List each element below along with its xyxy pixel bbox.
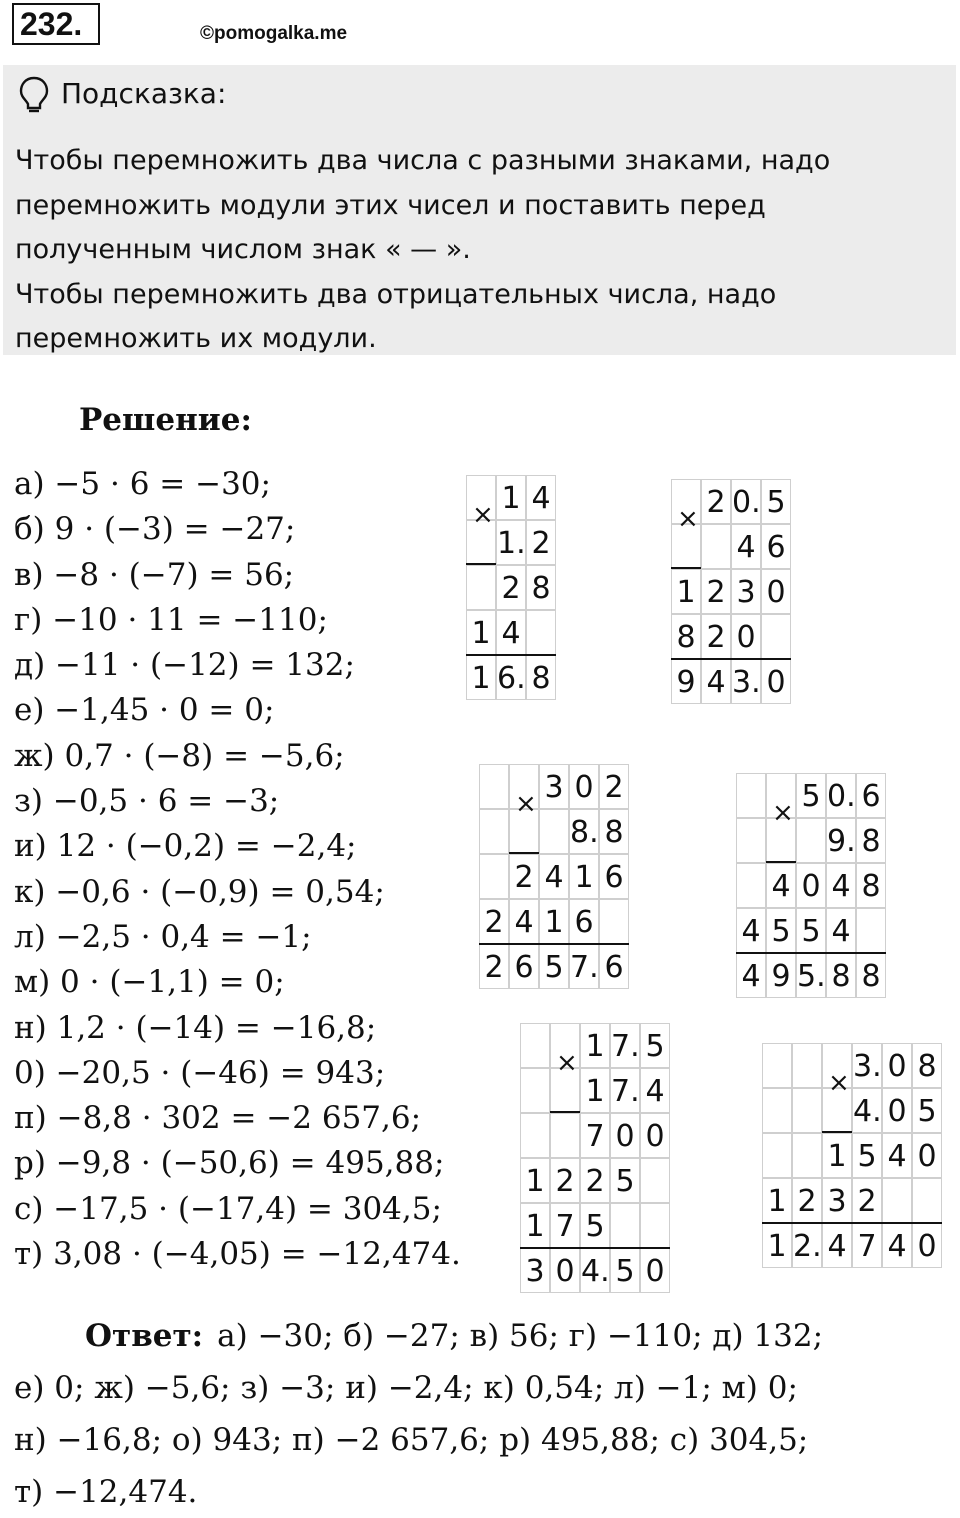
grid-cell: 1 [569,854,599,899]
grid-cell: 6 [599,854,629,899]
grid-cell [520,1068,550,1113]
multiply-sign: × [556,1047,578,1078]
grid-cell: 1 [580,1068,610,1113]
grid-cell: 4 [640,1068,670,1113]
grid-cell [599,899,629,944]
grid-cell: 6 [761,524,791,569]
multiply-sign: × [472,499,494,530]
equation: н) 1,2 · (−14) = −16,8; [14,1009,377,1046]
grid-cell [479,809,509,854]
grid-cell: 3 [822,1178,852,1223]
problem-number: 232. [12,3,100,45]
grid-cell: 0 [882,1043,912,1088]
grid-cell: 0 [912,1223,942,1268]
equation: ж) 0,7 · (−8) = −5,6; [14,737,345,774]
grid-cell: 1 [496,475,526,520]
grid-cell: 2. [792,1223,822,1268]
result-line [479,943,629,945]
grid-cell: 0 [882,1088,912,1133]
grid-cell [792,1088,822,1133]
grid-cell: 4. [580,1248,610,1293]
hint-line: Чтобы перемножить два числа с разными знаками, надо [15,145,831,176]
equation: л) −2,5 · 0,4 = −1; [14,918,312,955]
hint-line: Чтобы перемножить два отрицательных числа, надо [15,278,777,310]
grid-cell: 4 [822,1223,852,1268]
equation: п) −8,8 · 302 = −2 657,6; [14,1100,422,1137]
grid-cell [466,565,496,610]
grid-cell: 2 [792,1178,822,1223]
grid-cell [479,764,509,809]
grid-cell [736,818,766,863]
grid-cell: 2 [479,944,509,989]
equation: з) −0,5 · 6 = −3; [14,783,280,820]
multiply-underline [766,861,796,863]
grid-cell: 5 [580,1203,610,1248]
grid-cell: 5 [912,1088,942,1133]
grid-cell: 1 [762,1223,792,1268]
lightbulb-icon [17,75,51,115]
result-line [736,952,886,954]
grid-cell [479,854,509,899]
grid-cell: 8 [526,655,556,700]
multiply-underline [466,563,496,565]
grid-cell: 0 [796,863,826,908]
grid-cell: 7. [610,1023,640,1068]
grid-cell [640,1203,670,1248]
grid-cell: 1 [671,569,701,614]
result-line [762,1222,942,1224]
grid-cell: 0. [731,479,761,524]
grid-cell: 4 [766,863,796,908]
grid-cell: 0 [550,1248,580,1293]
equation: 0) −20,5 · (−46) = 943; [14,1054,386,1091]
grid-cell: 3. [852,1043,882,1088]
grid-cell: 8 [671,614,701,659]
hint-panel [3,65,956,355]
grid-cell: 6 [599,944,629,989]
answer-block [14,1310,823,1518]
grid-cell: 3 [731,569,761,614]
grid-cell: 2 [852,1178,882,1223]
grid-cell: 9 [671,659,701,704]
grid-cell: 5 [796,908,826,953]
multiply-underline [822,1131,852,1133]
grid-cell: 7. [610,1068,640,1113]
equation-list [14,462,461,1277]
grid-cell: 8 [599,809,629,854]
grid-cell: 3 [520,1248,550,1293]
grid-cell [520,1113,550,1158]
hint-line: перемножить модули этих чисел и поставить перед [15,189,766,221]
grid-cell [701,524,731,569]
grid-cell: 0 [640,1248,670,1293]
grid-cell: 7 [852,1223,882,1268]
grid-cell: 2 [701,479,731,524]
grid-cell [550,1113,580,1158]
grid-cell [761,614,791,659]
grid-cell [762,1133,792,1178]
grid-cell: 5. [796,953,826,998]
grid-cell [736,863,766,908]
grid-cell: 2 [496,565,526,610]
hint-title: Подсказка: [61,77,227,110]
multiply-underline [550,1111,580,1113]
equation: и) 12 · (−0,2) = −2,4; [14,828,357,865]
grid-cell: 7. [569,944,599,989]
equation: м) 0 · (−1,1) = 0; [14,964,285,1001]
grid-cell: 6 [856,773,886,818]
site-watermark: ©pomogalka.me [200,23,348,44]
grid-cell: 2 [599,764,629,809]
grid-cell [792,1133,822,1178]
grid-cell: 5 [766,908,796,953]
multiply-underline [671,567,701,569]
grid-cell [539,809,569,854]
answer-line: т) −12,474. [14,1474,198,1510]
grid-cell [526,610,556,655]
multiply-sign: × [515,788,537,819]
grid-cell: 2 [701,614,731,659]
answer-line: н) −16,8; о) 943; п) −2 657,6; р) 495,88; с) 304,5; [14,1422,809,1458]
grid-cell: 5 [852,1133,882,1178]
grid-cell: 4 [826,908,856,953]
equation: а) −5 · 6 = −30; [14,466,271,502]
grid-cell: 8 [912,1043,942,1088]
grid-cell: 8 [856,863,886,908]
answer-title: Ответ: [85,1318,204,1354]
grid-cell: 1 [762,1178,792,1223]
grid-cell: 4 [736,953,766,998]
grid-cell [610,1203,640,1248]
grid-cell: 1. [496,520,526,565]
grid-cell: 4 [526,475,556,520]
solution-title: Решение: [79,402,252,438]
grid-cell: 0 [610,1113,640,1158]
grid-cell: 2 [701,569,731,614]
grid-cell: 8 [526,565,556,610]
grid-cell: 2 [526,520,556,565]
grid-cell: 6 [569,899,599,944]
equation: б) 9 · (−3) = −27; [14,511,296,548]
grid-cell: 0. [826,773,856,818]
grid-cell: 2 [580,1158,610,1203]
multiply-underline [509,852,539,854]
equation: т) 3,08 · (−4,05) = −12,474. [14,1236,461,1273]
grid-cell [792,1043,822,1088]
hint-line: полученным числом знак « — ». [15,234,471,265]
grid-cell: 8 [826,953,856,998]
grid-cell: 4 [882,1223,912,1268]
grid-cell: 3 [539,764,569,809]
grid-cell: 4 [736,908,766,953]
grid-cell: 5 [539,944,569,989]
equation: в) −8 · (−7) = 56; [14,556,295,593]
grid-cell: 4 [882,1133,912,1178]
grid-cell: 1 [539,899,569,944]
result-line [671,658,791,660]
grid-cell: 2 [479,899,509,944]
grid-cell: 1 [520,1203,550,1248]
grid-cell: 6 [509,944,539,989]
grid-cell: 5 [610,1158,640,1203]
multiply-sign: × [677,503,699,534]
grid-cell: 0 [731,614,761,659]
grid-cell: 2 [509,854,539,899]
grid-cell: 7 [550,1203,580,1248]
grid-cell: 0 [640,1113,670,1158]
result-line [466,654,556,656]
grid-cell: 3. [731,659,761,704]
grid-cell [640,1158,670,1203]
grid-cell: 5 [640,1023,670,1068]
equation: к) −0,6 · (−0,9) = 0,54; [14,873,385,910]
grid-cell [762,1088,792,1133]
hint-line: перемножить их модули. [15,323,377,354]
equation: г) −10 · 11 = −110; [14,601,328,638]
grid-cell [736,773,766,818]
grid-cell [520,1023,550,1068]
grid-cell: 9 [766,953,796,998]
answer-line: е) 0; ж) −5,6; з) −3; и) −2,4; к) 0,54; л) −1; м) 0; [14,1370,798,1406]
grid-cell: 0 [761,569,791,614]
grid-cell: 4 [826,863,856,908]
grid-cell: 9. [826,818,856,863]
grid-cell: 0 [912,1133,942,1178]
grid-cell: 4. [852,1088,882,1133]
grid-cell: 1 [466,655,496,700]
result-line [520,1247,670,1249]
equation: с) −17,5 · (−17,4) = 304,5; [14,1190,442,1227]
equation: д) −11 · (−12) = 132; [14,647,355,684]
multiply-sign: × [772,797,794,828]
equation: е) −1,45 · 0 = 0; [14,692,275,729]
grid-cell: 4 [539,854,569,899]
grid-cell: 1 [466,610,496,655]
grid-cell: 5 [610,1248,640,1293]
grid-cell: 6. [496,655,526,700]
grid-cell: 8 [856,818,886,863]
answer-line: а) −30; б) −27; в) 56; г) −110; д) 132; [217,1318,824,1354]
grid-cell [796,818,826,863]
grid-cell: 8 [856,953,886,998]
grid-cell: 4 [509,899,539,944]
grid-cell: 1 [580,1023,610,1068]
grid-cell: 5 [761,479,791,524]
grid-cell: 8. [569,809,599,854]
grid-cell [882,1178,912,1223]
grid-cell [856,908,886,953]
grid-cell: 1 [822,1133,852,1178]
equation: р) −9,8 · (−50,6) = 495,88; [14,1145,445,1182]
grid-cell: 4 [496,610,526,655]
grid-cell [912,1178,942,1223]
hint-text [15,139,830,362]
grid-cell: 4 [731,524,761,569]
grid-cell [762,1043,792,1088]
grid-cell: 0 [761,659,791,704]
grid-cell: 7 [580,1113,610,1158]
grid-cell: 1 [520,1158,550,1203]
grid-cell: 2 [550,1158,580,1203]
grid-cell: 4 [701,659,731,704]
grid-cell: 5 [796,773,826,818]
multiply-sign: × [828,1067,850,1098]
grid-cell: 0 [569,764,599,809]
